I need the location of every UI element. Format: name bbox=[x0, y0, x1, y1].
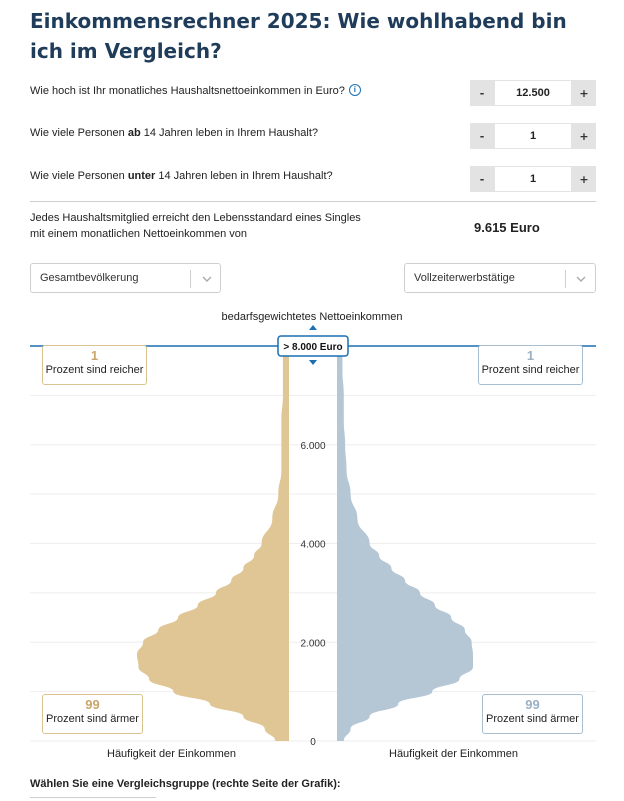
chart-title: bedarfsgewichtetes Nettoeinkommen bbox=[221, 311, 403, 323]
income-decrement-button[interactable]: - bbox=[470, 80, 494, 106]
income-question-label: Wie hoch ist Ihr monatliches Haushaltsnettoeinkommen in Euro? i bbox=[30, 84, 361, 97]
marker-down-arrow bbox=[309, 360, 317, 365]
info-icon[interactable]: i bbox=[349, 84, 361, 96]
comparison-group-heading: Wählen Sie eine Vergleichsgruppe (rechte Seite der Grafik): bbox=[30, 778, 341, 790]
adults-decrement-button[interactable]: - bbox=[470, 123, 494, 149]
living-standard-value: 9.615 Euro bbox=[474, 220, 540, 235]
right-group-select-value: Vollzeiterwerbstätige bbox=[414, 272, 515, 284]
left-frequency-label: Häufigkeit der Einkommen bbox=[107, 748, 237, 760]
left-richer-box: 1 Prozent sind reicher bbox=[42, 345, 147, 385]
income-increment-button[interactable]: + bbox=[572, 80, 596, 106]
right-richer-box: 1 Prozent sind reicher bbox=[478, 345, 583, 385]
children-decrement-button[interactable]: - bbox=[470, 166, 494, 192]
left-group-select-value: Gesamtbevölkerung bbox=[40, 272, 139, 284]
marker-up-arrow bbox=[309, 325, 317, 330]
income-question-row bbox=[30, 80, 596, 106]
adults-question-row bbox=[30, 123, 596, 149]
children-question-row bbox=[30, 166, 596, 192]
adults-input[interactable]: 1 bbox=[494, 123, 572, 149]
children-stepper bbox=[470, 166, 596, 192]
comparison-group-select[interactable] bbox=[30, 797, 156, 801]
adults-question-label: Wie viele Personen ab 14 Jahren leben in Ihrem Haushalt? bbox=[30, 127, 319, 139]
children-input[interactable]: 1 bbox=[494, 166, 572, 192]
y-tick-label: 0 bbox=[310, 737, 316, 748]
income-marker-label: > 8.000 Euro bbox=[283, 342, 343, 353]
living-standard-text: Jedes Haushaltsmitglied erreicht den Lebensstandard eines Singles mit einem monatlichen Nettoeinkommen von bbox=[30, 212, 361, 240]
left-poorer-box: 99 Prozent sind ärmer bbox=[42, 694, 143, 734]
right-frequency-label: Häufigkeit der Einkommen bbox=[389, 748, 519, 760]
income-input[interactable]: 12.500 bbox=[494, 80, 572, 106]
children-increment-button[interactable]: + bbox=[572, 166, 596, 192]
page-title: Einkommensrechner 2025: Wie wohlhabend bin ich im Vergleich? bbox=[30, 9, 567, 63]
y-tick-label: 6.000 bbox=[300, 440, 326, 452]
chevron-down-icon bbox=[573, 271, 589, 287]
y-tick-label: 2.000 bbox=[300, 638, 326, 650]
children-question-label: Wie viele Personen unter 14 Jahren leben in Ihrem Haushalt? bbox=[30, 170, 333, 182]
right-group-select[interactable] bbox=[404, 263, 596, 293]
adults-stepper bbox=[470, 123, 596, 149]
adults-increment-button[interactable]: + bbox=[572, 123, 596, 149]
chevron-down-icon bbox=[199, 271, 215, 287]
right-poorer-box: 99 Prozent sind ärmer bbox=[482, 694, 583, 734]
income-stepper bbox=[470, 80, 596, 106]
y-tick-label: 4.000 bbox=[300, 539, 326, 551]
divider bbox=[30, 201, 596, 202]
left-group-select[interactable] bbox=[30, 263, 221, 293]
